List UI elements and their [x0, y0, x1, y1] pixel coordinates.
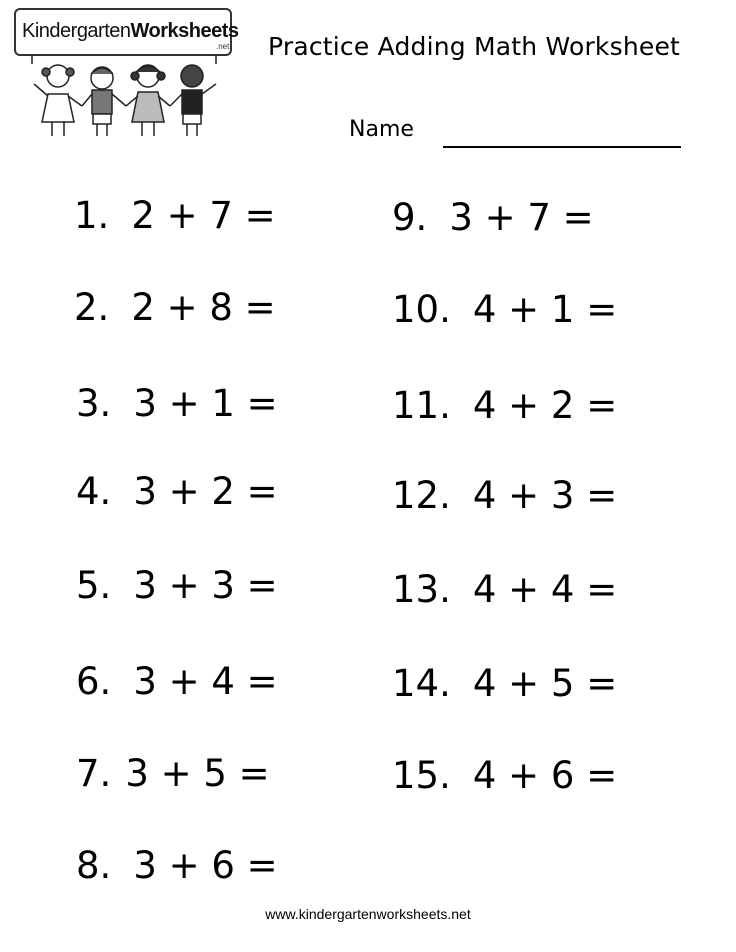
problem-equation: 3 + 2 = [133, 470, 278, 513]
problem-number: 14. [392, 662, 451, 705]
problem-equation: 3 + 6 = [133, 844, 278, 887]
logo-text [22, 20, 239, 43]
logo-suffix: .net [216, 42, 230, 51]
site-logo [14, 8, 238, 148]
problem-6 [76, 662, 278, 702]
problem-11 [392, 386, 617, 426]
problem-number: 9. [392, 196, 428, 239]
problem-number: 7. [76, 752, 112, 795]
problem-equation: 4 + 5 = [472, 662, 618, 705]
problem-number: 12. [392, 474, 451, 517]
problem-3 [76, 384, 278, 424]
problem-10 [392, 290, 617, 330]
problem-number: 3. [76, 382, 112, 425]
problem-number: 1. [74, 194, 110, 237]
name-answer-line [443, 146, 681, 148]
problem-number: 2. [74, 286, 110, 329]
footer-url: www.kindergartenworksheets.net [265, 906, 471, 922]
problem-number: 6. [76, 660, 112, 703]
problem-7 [76, 754, 270, 794]
problem-number: 8. [76, 844, 112, 887]
problem-equation: 3 + 1 = [133, 382, 278, 425]
logo-text-part2: Worksheets [130, 20, 239, 42]
problem-equation: 4 + 4 = [472, 568, 618, 611]
problem-14 [392, 664, 617, 704]
problem-13 [392, 570, 617, 610]
problem-equation: 3 + 7 = [449, 196, 594, 239]
problem-equation: 4 + 2 = [472, 384, 618, 427]
problem-equation: 4 + 6 = [472, 754, 618, 797]
name-label: Name [349, 117, 414, 142]
problem-4 [76, 472, 278, 512]
problem-equation: 3 + 3 = [133, 564, 278, 607]
problem-equation: 3 + 4 = [133, 660, 278, 703]
kids-illustration [30, 54, 220, 144]
problem-2 [74, 288, 276, 328]
problem-number: 4. [76, 470, 112, 513]
problem-9 [392, 198, 594, 238]
problem-number: 13. [392, 568, 451, 611]
logo-sign [14, 8, 239, 56]
problem-12 [392, 476, 617, 516]
problem-equation: 4 + 1 = [472, 288, 618, 331]
problem-number: 10. [392, 288, 451, 331]
problem-number: 15. [392, 754, 451, 797]
logo-text-part1: Kindergarten [22, 20, 131, 42]
problem-equation: 2 + 8 = [131, 286, 276, 329]
problem-equation: 4 + 3 = [472, 474, 618, 517]
worksheet-title: Practice Adding Math Worksheet [268, 32, 681, 61]
problem-equation: 2 + 7 = [131, 194, 276, 237]
problem-5 [76, 566, 278, 606]
problem-number: 5. [76, 564, 112, 607]
problem-equation: 3 + 5 = [125, 752, 270, 795]
problem-1 [74, 196, 276, 236]
problem-8 [76, 846, 278, 886]
problem-15 [392, 756, 617, 796]
problem-number: 11. [392, 384, 451, 427]
